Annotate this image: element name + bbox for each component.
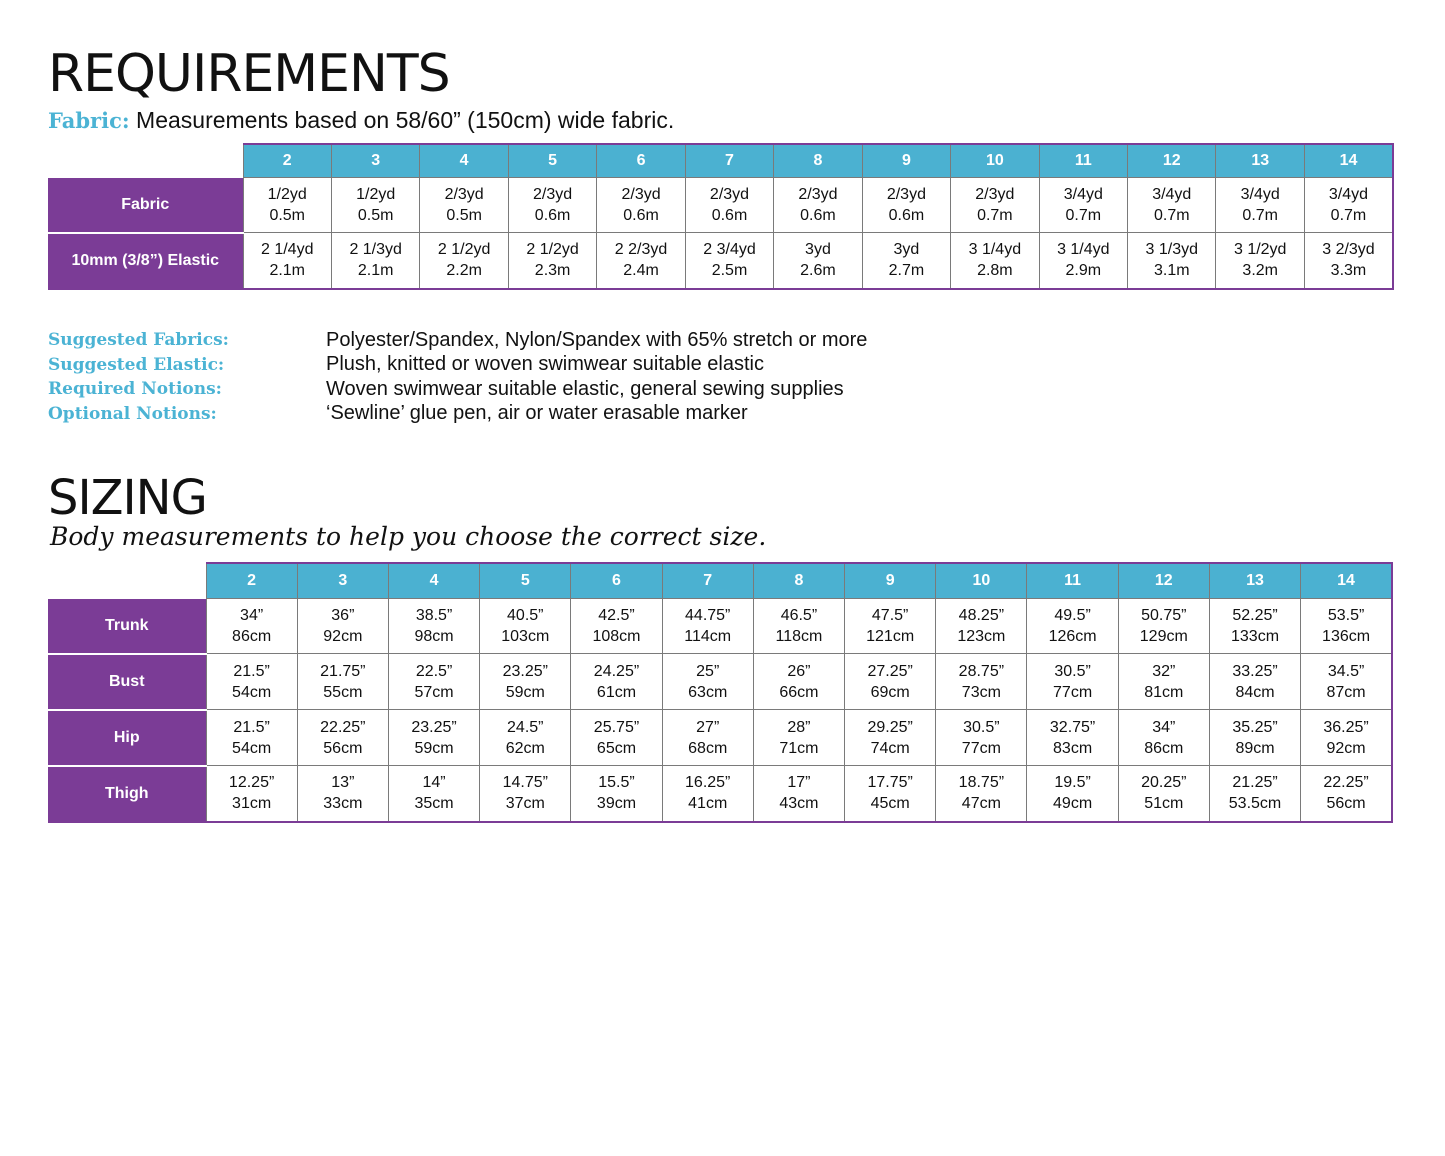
imperial-value: 53.5”	[1327, 607, 1365, 624]
table-row	[48, 654, 1392, 710]
table-cell	[206, 766, 297, 822]
imperial-value: 2/3yd	[798, 186, 838, 203]
metric-value: 49cm	[1053, 795, 1093, 813]
size-header-12: 12	[1128, 144, 1216, 178]
imperial-value: 34”	[240, 607, 264, 624]
table-cell	[845, 710, 936, 766]
table-cell	[297, 710, 388, 766]
imperial-value: 14.75”	[502, 774, 548, 792]
imperial-value: 12.25”	[228, 774, 275, 792]
table-cell	[1209, 766, 1300, 822]
table-cell	[936, 710, 1027, 766]
table-cell	[662, 599, 753, 654]
notion-label: Optional Notions:	[48, 403, 217, 424]
metric-value: 56cm	[323, 739, 363, 757]
table-cell	[388, 654, 479, 710]
imperial-value: 29.25”	[867, 718, 913, 736]
table-cell	[480, 766, 571, 822]
imperial-value: 24.25”	[593, 662, 640, 680]
imperial-value: 21.25”	[1232, 774, 1278, 792]
table-cell	[845, 654, 936, 710]
imperial-value: 2 1/2yd	[526, 241, 579, 259]
metric-value: 66cm	[779, 683, 819, 701]
imperial-value: 49.5”	[1054, 607, 1091, 624]
table-cell	[388, 599, 479, 654]
table-cell	[951, 178, 1039, 233]
table-cell	[1301, 599, 1392, 654]
size-header-7: 7	[685, 144, 773, 178]
table-cell	[1209, 599, 1300, 654]
imperial-value: 22.5”	[415, 662, 453, 680]
table-cell	[753, 599, 844, 654]
metric-value: 0.7m	[1242, 207, 1278, 224]
metric-value: 35cm	[414, 795, 454, 813]
metric-value: 0.5m	[357, 207, 394, 224]
notion-row	[48, 377, 867, 402]
imperial-value: 2 1/2yd	[437, 241, 491, 259]
imperial-value: 17.75”	[867, 774, 913, 792]
metric-value: 0.5m	[446, 207, 482, 224]
size-header-13: 13	[1209, 563, 1300, 599]
metric-value: 103cm	[501, 628, 550, 645]
table-cell	[662, 654, 753, 710]
imperial-value: 47.5”	[871, 607, 909, 624]
notion-value: Polyester/Spandex, Nylon/Spandex with 65% stretch or more	[326, 328, 868, 351]
metric-value: 0.6m	[800, 207, 836, 224]
metric-value: 43cm	[779, 795, 819, 813]
metric-value: 0.6m	[888, 207, 925, 224]
metric-value: 136cm	[1322, 628, 1371, 645]
metric-value: 118cm	[775, 628, 823, 645]
row-label: Thigh	[48, 766, 206, 822]
table-cell	[331, 178, 419, 233]
header-corner	[48, 563, 206, 599]
table-cell	[1301, 710, 1392, 766]
metric-value: 0.7m	[1065, 207, 1102, 224]
row-label: Bust	[48, 654, 206, 710]
table-cell	[508, 178, 596, 233]
imperial-value: 3 1/2yd	[1233, 241, 1287, 259]
table-cell	[862, 233, 950, 289]
table-cell	[597, 233, 685, 289]
imperial-value: 3yd	[893, 241, 920, 259]
size-header-13: 13	[1216, 144, 1304, 178]
table-cell	[1118, 599, 1209, 654]
table-cell	[1027, 766, 1118, 822]
notion-row	[48, 353, 867, 378]
imperial-value: 2/3yd	[621, 186, 661, 203]
row-label: Fabric	[48, 178, 243, 233]
table-cell	[206, 654, 297, 710]
metric-value: 59cm	[414, 739, 454, 757]
metric-value: 77cm	[961, 739, 1001, 757]
imperial-value: 46.5”	[780, 607, 818, 624]
metric-value: 0.5m	[269, 207, 306, 224]
table-cell	[1209, 654, 1300, 710]
notion-value: Plush, knitted or woven swimwear suitable elastic	[326, 353, 764, 376]
table-cell	[1027, 654, 1118, 710]
fabric-note-label: Fabric:	[48, 108, 130, 133]
notion-row	[48, 402, 867, 427]
imperial-value: 22.25”	[320, 718, 366, 736]
fabric-width-note	[48, 106, 674, 135]
metric-value: 2.5m	[711, 262, 748, 280]
metric-value: 53.5cm	[1228, 795, 1282, 813]
imperial-value: 3yd	[805, 241, 831, 259]
imperial-value: 44.75”	[685, 607, 731, 624]
size-header-3: 3	[297, 563, 388, 599]
notion-row	[48, 328, 867, 353]
table-cell	[206, 710, 297, 766]
metric-value: 133cm	[1231, 628, 1280, 645]
imperial-value: 52.25”	[1232, 607, 1278, 624]
metric-value: 0.6m	[534, 207, 571, 224]
table-cell	[1039, 178, 1127, 233]
size-header-4: 4	[420, 144, 508, 178]
table-cell	[1304, 178, 1393, 233]
imperial-value: 38.5”	[415, 607, 453, 624]
imperial-value: 22.25”	[1323, 774, 1369, 792]
table-cell	[1216, 233, 1304, 289]
metric-value: 3.3m	[1330, 262, 1367, 280]
fabric-note-text: Measurements based on 58/60” (150cm) wide fabric.	[129, 107, 675, 133]
imperial-value: 3/4yd	[1152, 186, 1192, 203]
metric-value: 61cm	[596, 683, 637, 701]
size-header-12: 12	[1118, 563, 1209, 599]
metric-value: 68cm	[688, 739, 728, 757]
notion-label: Suggested Fabrics:	[48, 330, 229, 351]
table-cell	[388, 766, 479, 822]
table-cell	[753, 766, 844, 822]
table-cell	[297, 654, 388, 710]
imperial-value: 32”	[1152, 662, 1176, 680]
metric-value: 92cm	[323, 628, 363, 645]
table-cell	[571, 710, 662, 766]
metric-value: 73cm	[961, 683, 1001, 701]
metric-value: 47cm	[961, 795, 1001, 813]
table-cell	[1128, 233, 1216, 289]
sizing-subtitle: Body measurements to help you choose the correct size.	[50, 522, 767, 551]
table-cell	[1301, 766, 1392, 822]
table-cell	[1118, 654, 1209, 710]
metric-value: 83cm	[1053, 739, 1093, 757]
table-row	[48, 766, 1392, 822]
imperial-value: 2/3yd	[886, 186, 926, 203]
imperial-value: 19.5”	[1054, 774, 1091, 792]
metric-value: 2.9m	[1065, 262, 1102, 280]
metric-value: 57cm	[414, 683, 454, 701]
imperial-value: 28”	[787, 718, 811, 736]
imperial-value: 34”	[1152, 718, 1176, 736]
table-cell	[420, 178, 508, 233]
imperial-value: 30.5”	[963, 718, 1000, 736]
metric-value: 0.7m	[1153, 207, 1190, 224]
size-header-6: 6	[571, 563, 662, 599]
imperial-value: 40.5”	[507, 607, 544, 624]
metric-value: 33cm	[323, 795, 363, 813]
table-cell	[936, 766, 1027, 822]
notions-list	[48, 328, 867, 426]
imperial-value: 50.75”	[1141, 607, 1187, 624]
metric-value: 2.2m	[446, 262, 482, 280]
imperial-value: 17”	[787, 774, 811, 792]
metric-value: 65cm	[596, 739, 637, 757]
imperial-value: 42.5”	[598, 607, 635, 624]
table-cell	[685, 178, 773, 233]
metric-value: 108cm	[592, 628, 641, 645]
imperial-value: 3 1/4yd	[968, 241, 1022, 259]
table-cell	[597, 178, 685, 233]
metric-value: 121cm	[866, 628, 915, 645]
imperial-value: 32.75”	[1049, 718, 1096, 736]
metric-value: 86cm	[1144, 739, 1184, 757]
metric-value: 45cm	[870, 795, 910, 813]
metric-value: 2.8m	[977, 262, 1013, 280]
imperial-value: 27”	[696, 718, 720, 736]
imperial-value: 26”	[787, 662, 811, 680]
table-cell	[685, 233, 773, 289]
imperial-value: 2 2/3yd	[614, 241, 668, 259]
table-cell	[331, 233, 419, 289]
metric-value: 54cm	[232, 683, 272, 701]
imperial-value: 2 1/4yd	[260, 241, 314, 259]
imperial-value: 15.5”	[598, 774, 635, 792]
imperial-value: 48.25”	[958, 607, 1005, 624]
row-label: 10mm (3/8”) Elastic	[48, 233, 243, 289]
table-cell	[206, 599, 297, 654]
imperial-value: 21.5”	[233, 718, 270, 736]
metric-value: 2.1m	[269, 262, 306, 280]
imperial-value: 3 2/3yd	[1322, 241, 1375, 259]
table-cell	[571, 766, 662, 822]
size-header-2: 2	[243, 144, 331, 178]
table-cell	[243, 233, 331, 289]
table-cell	[1118, 766, 1209, 822]
imperial-value: 25”	[696, 662, 720, 680]
metric-value: 41cm	[688, 795, 728, 813]
table-cell	[1216, 178, 1304, 233]
metric-value: 59cm	[505, 683, 545, 701]
size-header-3: 3	[331, 144, 419, 178]
metric-value: 69cm	[870, 683, 910, 701]
metric-value: 98cm	[414, 628, 454, 645]
metric-value: 87cm	[1326, 683, 1366, 701]
metric-value: 0.6m	[711, 207, 748, 224]
imperial-value: 3/4yd	[1063, 186, 1103, 203]
size-header-5: 5	[480, 563, 571, 599]
imperial-value: 30.5”	[1054, 662, 1091, 680]
table-cell	[951, 233, 1039, 289]
imperial-value: 2/3yd	[533, 186, 573, 203]
sizing-heading: SIZING	[48, 470, 207, 526]
size-header-11: 11	[1027, 563, 1118, 599]
metric-value: 62cm	[505, 739, 545, 757]
metric-value: 114cm	[684, 628, 732, 645]
notion-label: Suggested Elastic:	[48, 354, 225, 375]
imperial-value: 36.25”	[1323, 718, 1369, 736]
table-cell	[480, 654, 571, 710]
imperial-value: 34.5”	[1327, 662, 1365, 680]
metric-value: 56cm	[1326, 795, 1366, 813]
table-cell	[662, 766, 753, 822]
metric-value: 71cm	[779, 739, 819, 757]
imperial-value: 2 1/3yd	[349, 241, 402, 259]
row-label: Hip	[48, 710, 206, 766]
metric-value: 84cm	[1235, 683, 1275, 701]
metric-value: 129cm	[1139, 628, 1188, 645]
table-row	[48, 233, 1393, 289]
metric-value: 89cm	[1235, 739, 1275, 757]
imperial-value: 25.75”	[593, 718, 640, 736]
table-cell	[1209, 710, 1300, 766]
imperial-value: 28.75”	[958, 662, 1005, 680]
table-cell	[1039, 233, 1127, 289]
imperial-value: 35.25”	[1232, 718, 1278, 736]
requirements-table	[48, 143, 1394, 290]
metric-value: 2.1m	[357, 262, 394, 280]
metric-value: 3.1m	[1153, 262, 1190, 280]
table-cell	[571, 654, 662, 710]
imperial-value: 3 1/4yd	[1057, 241, 1110, 259]
imperial-value: 3 1/3yd	[1145, 241, 1198, 259]
metric-value: 92cm	[1326, 739, 1366, 757]
table-cell	[1301, 654, 1392, 710]
table-row	[48, 710, 1392, 766]
table-cell	[571, 599, 662, 654]
imperial-value: 18.75”	[958, 774, 1005, 792]
imperial-value: 1/2yd	[267, 186, 307, 203]
notion-value: ‘Sewline’ glue pen, air or water erasable marker	[326, 402, 748, 425]
notion-label: Required Notions:	[48, 379, 222, 400]
imperial-value: 24.5”	[507, 718, 544, 736]
size-header-2: 2	[206, 563, 297, 599]
metric-value: 55cm	[323, 683, 363, 701]
metric-value: 37cm	[505, 795, 545, 813]
table-cell	[753, 710, 844, 766]
imperial-value: 21.75”	[320, 662, 366, 680]
imperial-value: 36”	[331, 607, 355, 624]
table-cell	[1027, 599, 1118, 654]
table-cell	[862, 178, 950, 233]
table-cell	[1027, 710, 1118, 766]
size-header-row	[48, 144, 1393, 178]
size-header-8: 8	[753, 563, 844, 599]
table-cell	[936, 599, 1027, 654]
metric-value: 39cm	[596, 795, 637, 813]
size-header-7: 7	[662, 563, 753, 599]
metric-value: 2.4m	[623, 262, 659, 280]
imperial-value: 3/4yd	[1328, 186, 1369, 203]
header-corner	[48, 144, 243, 178]
metric-value: 123cm	[957, 628, 1006, 645]
table-cell	[297, 766, 388, 822]
metric-value: 0.6m	[623, 207, 659, 224]
metric-value: 2.6m	[800, 262, 836, 280]
metric-value: 54cm	[232, 739, 272, 757]
size-header-10: 10	[951, 144, 1039, 178]
table-cell	[936, 654, 1027, 710]
table-cell	[243, 178, 331, 233]
imperial-value: 16.25”	[685, 774, 731, 792]
sizing-table	[48, 562, 1393, 823]
table-row	[48, 599, 1392, 654]
imperial-value: 3/4yd	[1240, 186, 1280, 203]
table-cell	[774, 233, 862, 289]
table-cell	[1304, 233, 1393, 289]
imperial-value: 1/2yd	[356, 186, 396, 203]
imperial-value: 20.25”	[1141, 774, 1187, 792]
table-cell	[1118, 710, 1209, 766]
metric-value: 126cm	[1048, 628, 1097, 645]
metric-value: 74cm	[870, 739, 910, 757]
metric-value: 2.3m	[534, 262, 571, 280]
size-header-10: 10	[936, 563, 1027, 599]
table-cell	[753, 654, 844, 710]
size-header-4: 4	[388, 563, 479, 599]
metric-value: 77cm	[1053, 683, 1093, 701]
size-header-14: 14	[1304, 144, 1393, 178]
imperial-value: 2/3yd	[444, 186, 484, 203]
table-cell	[845, 599, 936, 654]
imperial-value: 23.25”	[502, 662, 548, 680]
table-cell	[480, 710, 571, 766]
imperial-value: 13”	[331, 774, 355, 792]
metric-value: 51cm	[1144, 795, 1184, 813]
notion-value: Woven swimwear suitable elastic, general sewing supplies	[326, 377, 844, 400]
metric-value: 86cm	[232, 628, 272, 645]
size-header-row	[48, 563, 1392, 599]
table-cell	[297, 599, 388, 654]
size-header-5: 5	[508, 144, 596, 178]
metric-value: 0.7m	[977, 207, 1013, 224]
requirements-heading: REQUIREMENTS	[48, 44, 450, 104]
table-cell	[662, 710, 753, 766]
imperial-value: 2 3/4yd	[703, 241, 756, 259]
table-row	[48, 178, 1393, 233]
metric-value: 0.7m	[1330, 207, 1367, 224]
imperial-value: 2/3yd	[709, 186, 750, 203]
size-header-8: 8	[774, 144, 862, 178]
imperial-value: 27.25”	[867, 662, 913, 680]
table-cell	[508, 233, 596, 289]
table-cell	[1128, 178, 1216, 233]
metric-value: 2.7m	[888, 262, 925, 280]
metric-value: 3.2m	[1242, 262, 1278, 280]
table-cell	[774, 178, 862, 233]
row-label: Trunk	[48, 599, 206, 654]
size-header-6: 6	[597, 144, 685, 178]
size-header-14: 14	[1301, 563, 1392, 599]
imperial-value: 21.5”	[233, 662, 270, 680]
table-cell	[480, 599, 571, 654]
imperial-value: 2/3yd	[975, 186, 1015, 203]
size-header-9: 9	[845, 563, 936, 599]
table-cell	[845, 766, 936, 822]
table-cell	[388, 710, 479, 766]
imperial-value: 33.25”	[1232, 662, 1278, 680]
table-cell	[420, 233, 508, 289]
metric-value: 63cm	[688, 683, 728, 701]
size-header-11: 11	[1039, 144, 1127, 178]
imperial-value: 14”	[422, 774, 446, 792]
metric-value: 81cm	[1144, 683, 1184, 701]
metric-value: 31cm	[232, 795, 272, 813]
size-header-9: 9	[862, 144, 950, 178]
imperial-value: 23.25”	[411, 718, 457, 736]
